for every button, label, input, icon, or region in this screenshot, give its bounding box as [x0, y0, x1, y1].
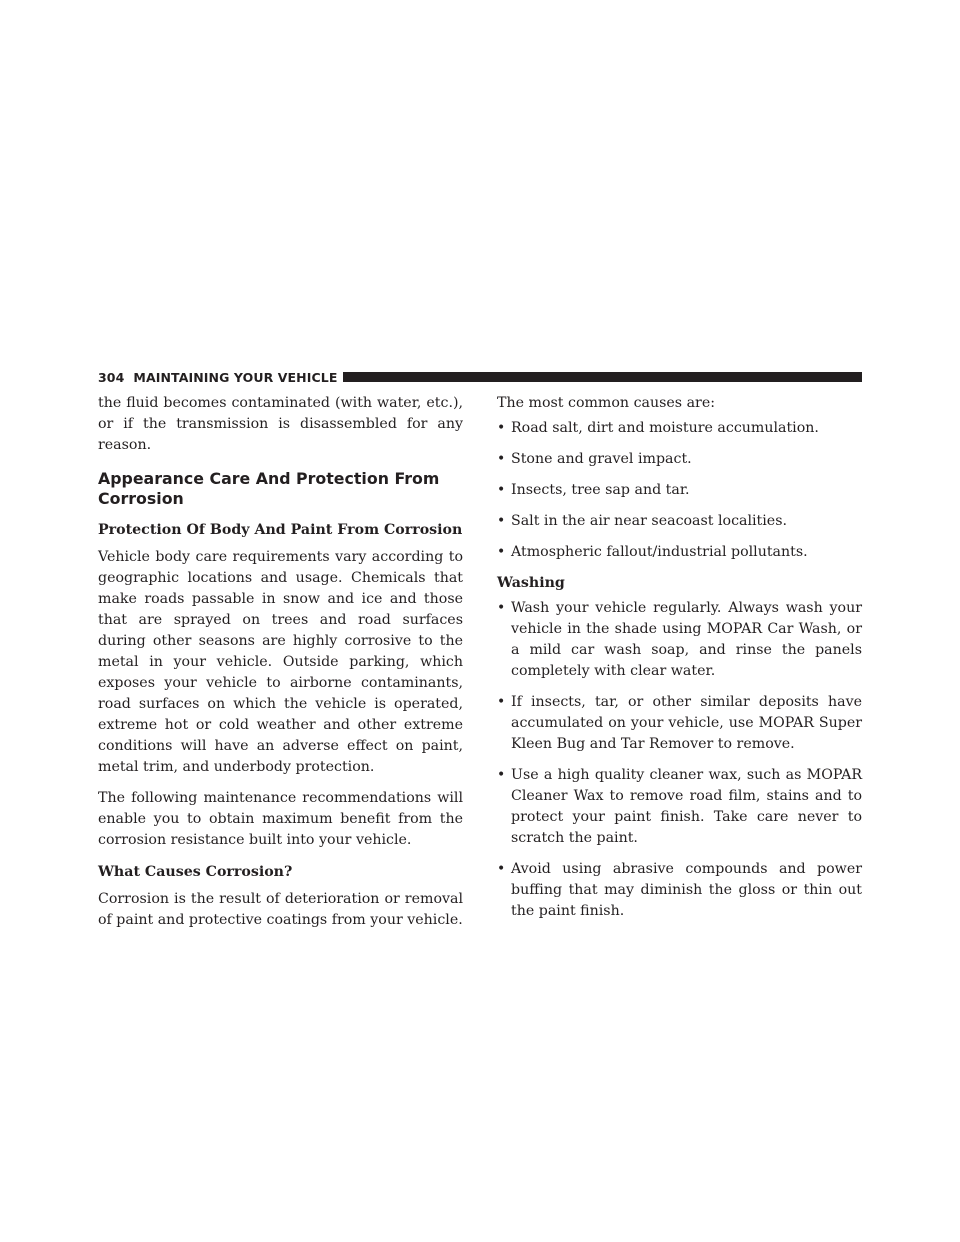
paragraph-corrosion-definition: Corrosion is the result of deterioration or removal of paint and protective coatings from your vehicle. — [98, 891, 463, 928]
list-item: • Stone and gravel impact. — [497, 449, 862, 470]
left-column — [98, 393, 463, 931]
list-item: • Atmospheric fallout/industrial pollutants. — [497, 542, 862, 563]
bullet-icon: • — [497, 767, 506, 783]
page-header — [98, 367, 862, 387]
bullet-icon: • — [497, 861, 506, 877]
causes-intro: The most common causes are: — [497, 395, 716, 411]
bullet-icon: • — [497, 544, 506, 560]
paragraph-body-care: Vehicle body care requirements vary according to geographic locations and usage. Chemicals that make roads passable in snow and ice and those that are sprayed on trees and road surfaces during other seasons are highly corrosive to the metal in your vehicle. Outside parking, which exposes your vehicle to airborne contaminants, road surfaces on which the vehicle is operated, extreme hot or cold weather and other extreme conditions will have an adverse effect on paint, metal trim, and underbody protection. — [98, 549, 463, 775]
bullet-icon: • — [497, 451, 506, 467]
subheading-what-causes: What Causes Corrosion? — [98, 864, 293, 880]
bullet-icon: • — [497, 600, 506, 616]
list-item: • Avoid using abrasive compounds and power buffing that may diminish the gloss or thin out the paint finish. — [497, 861, 862, 919]
right-column — [497, 393, 862, 922]
list-item: • Salt in the air near seacoast localities. — [497, 511, 862, 532]
list-item: • Wash your vehicle regularly. Always wash your vehicle in the shade using MOPAR Car Wash, or a mild car wash soap, and rinse the panels completely with clear water. — [497, 600, 862, 679]
paragraph-recommendations: The following maintenance recommendations will enable you to obtain maximum benefit from the corrosion resistance built into your vehicle. — [98, 790, 463, 848]
bullet-icon: • — [497, 513, 506, 529]
subheading-protection: Protection Of Body And Paint From Corrosion — [98, 522, 463, 538]
page-number: 304 — [98, 369, 125, 385]
bullet-icon: • — [497, 482, 506, 498]
subheading-washing: Washing — [497, 575, 565, 591]
bullet-icon: • — [497, 694, 506, 710]
section-heading: Appearance Care And Protection From Corrosion — [98, 469, 440, 508]
list-item: • Road salt, dirt and moisture accumulation. — [497, 418, 862, 439]
intro-text: the fluid becomes contaminated (with water, etc.), or if the transmission is disassembled for any reason. — [98, 395, 463, 453]
list-item: • Insects, tree sap and tar. — [497, 480, 862, 501]
washing-list — [497, 598, 862, 922]
header-rule — [343, 372, 862, 382]
list-item: • If insects, tar, or other similar deposits have accumulated on your vehicle, use MOPAR Super Kleen Bug and Tar Remover to remove. — [497, 694, 862, 752]
causes-list — [497, 418, 862, 563]
list-item: • Use a high quality cleaner wax, such as MOPAR Cleaner Wax to remove road film, stains and to protect your paint finish. Take care never to scratch the paint. — [497, 767, 862, 846]
section-title: MAINTAINING YOUR VEHICLE — [133, 369, 338, 385]
bullet-icon: • — [497, 420, 506, 436]
